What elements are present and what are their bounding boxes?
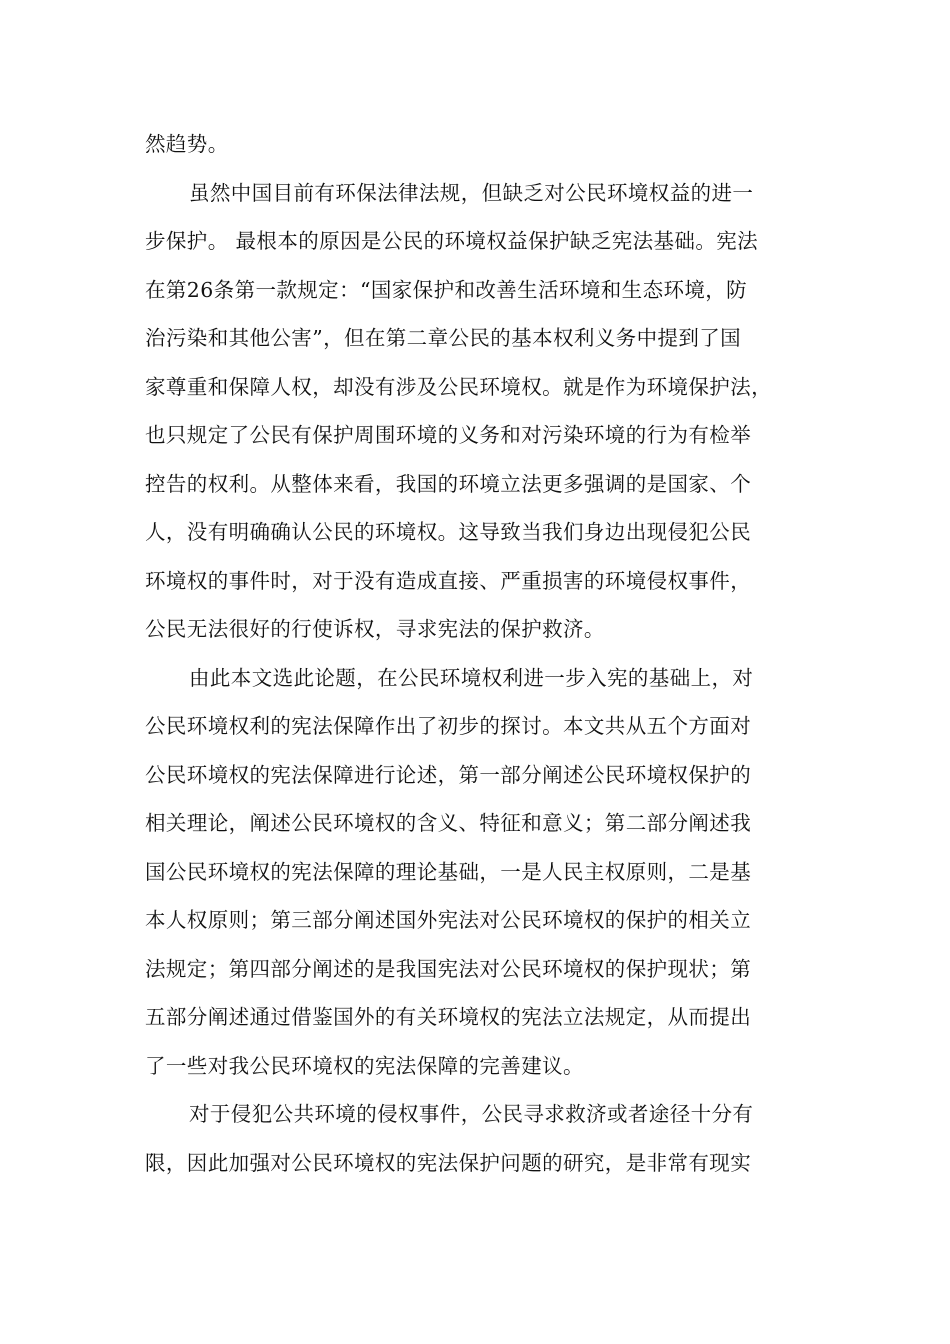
paragraph-start-line: 虽然中国目前有环保法律法规，但缺乏对公民环境权益的进一 [189,180,754,205]
text-line: 控告的权利。从整体来看，我国的环境立法更多强调的是国家、个 [145,471,752,496]
text-line: 步保护。 最根本的原因是公民的环境权益保护缺乏宪法基础。宪法 [145,229,759,253]
text-line: 然趋势。 [145,132,229,156]
text-line: 家尊重和保障人权，却没有涉及公民环境权。就是作为环境保护法， [145,374,772,399]
text-line: 国公民环境权的宪法保障的理论基础，一是人民主权原则，二是基 [145,859,752,884]
text-line: 法规定；第四部分阐述的是我国宪法对公民环境权的保护现状；第 [145,956,752,981]
text-line: 治污染和其他公害”，但在第二章公民的基本权利义务中提到了国 [145,326,742,350]
body-text [145,120,825,1187]
text-line: 公民环境权利的宪法保障作出了初步的探讨。本文共从五个方面对 [145,714,752,738]
text-line: 限，因此加强对公民环境权的宪法保护问题的研究，是非常有现实 [145,1150,752,1175]
text-line: 相关理论，阐述公民环境权的含义、特征和意义；第二部分阐述我 [145,811,752,835]
text-line: 人，没有明确确认公民的环境权。这导致当我们身边出现侵犯公民 [145,520,752,544]
text-line: 本人权原则；第三部分阐述国外宪法对公民环境权的保护的相关立 [145,908,752,932]
paragraph-start-line: 由此本文选此论题，在公民环境权利进一步入宪的基础上，对 [189,665,754,690]
text-line: 公民无法很好的行使诉权，寻求宪法的保护救济。 [145,617,605,641]
text-line: 也只规定了公民有保护周围环境的义务和对污染环境的行为有检举 [145,423,752,447]
text-line: 了一些对我公民环境权的宪法保障的完善建议。 [145,1053,584,1078]
text-line: 环境权的事件时，对于没有造成直接、严重损害的环境侵权事件， [145,568,752,593]
text-line: 在第26条第一款规定：“国家保护和改善生活环境和生态环境，防 [145,277,748,302]
text-line: 五部分阐述通过借鉴国外的有关环境权的宪法立法规定，从而提出 [145,1005,752,1029]
paragraph-start-line: 对于侵犯公共环境的侵权事件，公民寻求救济或者途径十分有 [189,1102,754,1126]
text-line: 公民环境权的宪法保障进行论述，第一部分阐述公民环境权保护的 [145,762,752,787]
